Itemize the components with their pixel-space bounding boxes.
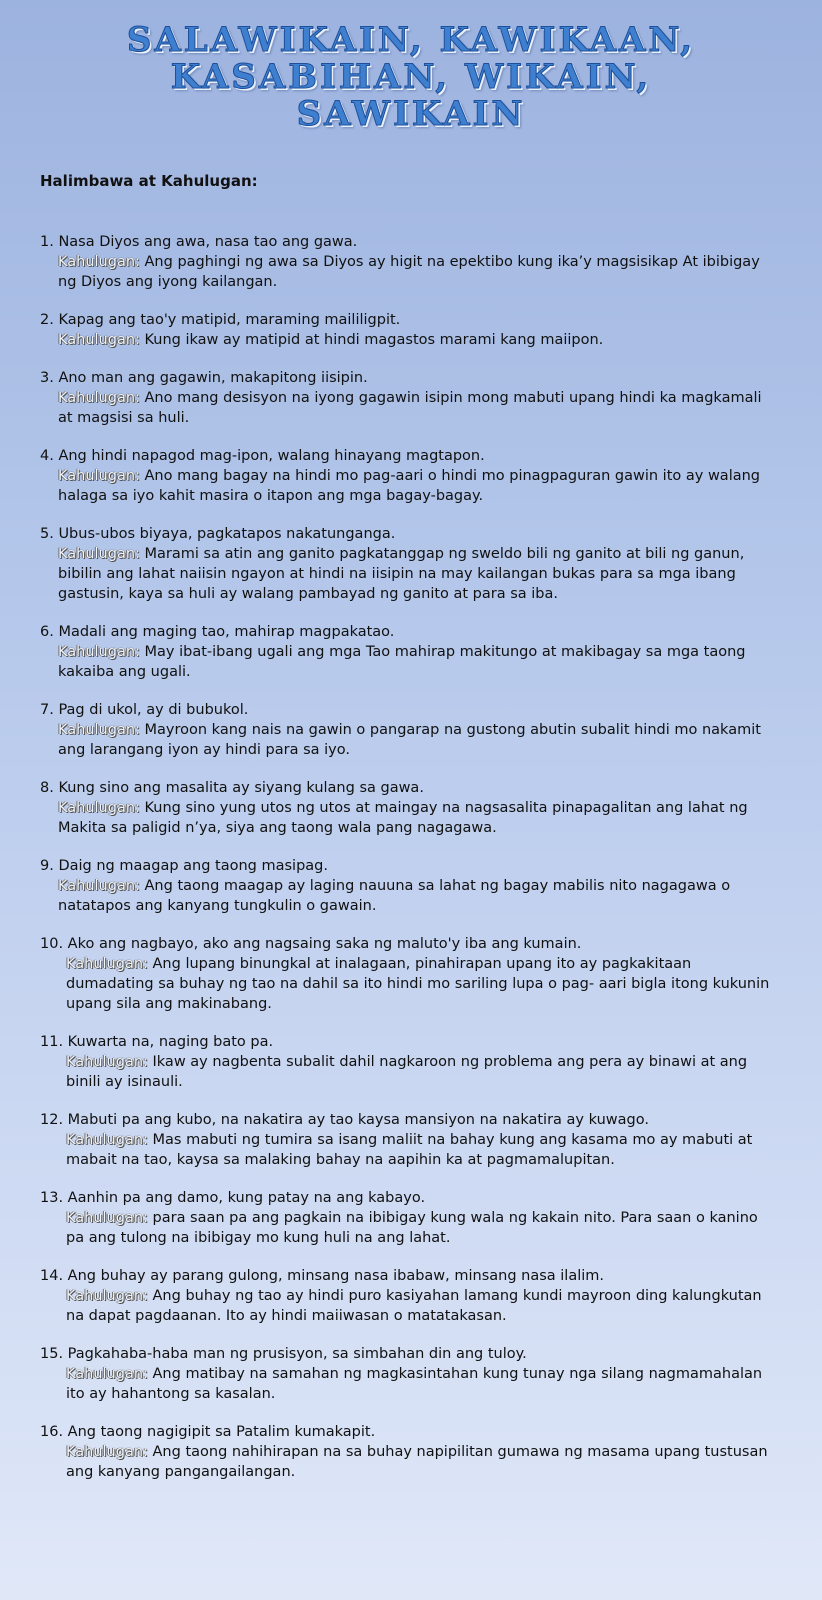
proverb-text: 11. Kuwarta na, naging bato pa. (40, 1034, 274, 1050)
meaning-text: Kung sino yung utos ng utos at maingay na nagsasalita pinapagalitan ang lahat ng Makita sa paligid n’ya, siya ang taong wala pang nagagawa. (58, 800, 748, 836)
meaning-label: Kahulugan: (58, 546, 140, 562)
proverb-meaning (40, 1052, 780, 1092)
page-title (0, 22, 822, 133)
title-line-2: KASABIHAN, WIKAIN, (170, 57, 652, 97)
meaning-label: Kahulugan: (66, 956, 148, 972)
proverb-entry (40, 778, 780, 838)
meaning-text: Mas mabuti ng tumira sa isang maliit na bahay kung ang kasama mo ay mabuti at mabait na tao, kaysa sa malaking bahay na aapihin ka at pagmamalupitan. (66, 1132, 753, 1168)
proverb-meaning (40, 330, 780, 350)
proverb-meaning (40, 1208, 780, 1248)
meaning-label: Kahulugan: (58, 722, 140, 738)
meaning-label: Kahulugan: (58, 332, 140, 348)
proverb-text: 4. Ang hindi napagod mag-ipon, walang hinayang magtapon. (40, 448, 485, 464)
proverb-entry (40, 1266, 780, 1326)
proverb-meaning (40, 252, 780, 292)
proverb-meaning (40, 466, 780, 506)
meaning-label: Kahulugan: (66, 1288, 148, 1304)
proverb-text: 1. Nasa Diyos ang awa, nasa tao ang gawa. (40, 234, 358, 250)
proverb-meaning (40, 954, 780, 1014)
proverb-entry (40, 524, 780, 604)
proverb-entry (40, 1422, 780, 1482)
meaning-text: Ang paghingi ng awa sa Diyos ay higit na epektibo kung ika’y magsisikap At ibibigay ng Diyos ang iyong kailangan. (58, 254, 760, 290)
proverb-text: 16. Ang taong nagigipit sa Patalim kumakapit. (40, 1424, 376, 1440)
title-line-3: SAWIKAIN (296, 94, 526, 134)
meaning-label: Kahulugan: (58, 800, 140, 816)
meaning-text: Ang lupang binungkal at inalagaan, pinahirapan upang ito ay pagkakitaan dumadating sa buhay ng tao na dahil sa ito hindi mo sariling lupa o pag- aari bigla itong kukunin upang sila ang makinabang. (66, 956, 770, 1012)
proverb-meaning (40, 1130, 780, 1170)
meaning-label: Kahulugan: (58, 390, 140, 406)
proverb-entry (40, 622, 780, 682)
proverb-meaning (40, 1286, 780, 1326)
proverb-text: 15. Pagkahaba-haba man ng prusisyon, sa simbahan din ang tuloy. (40, 1346, 527, 1362)
proverb-entry (40, 446, 780, 506)
proverb-text: 6. Madali ang maging tao, mahirap magpakatao. (40, 624, 395, 640)
proverb-entry (40, 1188, 780, 1248)
proverb-entry (40, 1032, 780, 1092)
proverb-meaning (40, 388, 780, 428)
title-line-1: SALAWIKAIN, KAWIKAAN, (126, 20, 696, 60)
proverb-text: 2. Kapag ang tao'y matipid, maraming maililigpit. (40, 312, 401, 328)
meaning-text: Ang taong maagap ay laging nauuna sa lahat ng bagay mabilis nito nagagawa o natatapos ang kanyang tungkulin o gawain. (58, 878, 731, 914)
proverb-text: 7. Pag di ukol, ay di bubukol. (40, 702, 249, 718)
meaning-label: Kahulugan: (58, 644, 140, 660)
proverb-entry (40, 1344, 780, 1404)
meaning-label: Kahulugan: (66, 1366, 148, 1382)
meaning-label: Kahulugan: (66, 1210, 148, 1226)
proverb-text: 13. Aanhin pa ang damo, kung patay na ang kabayo. (40, 1190, 426, 1206)
proverb-text: 12. Mabuti pa ang kubo, na nakatira ay tao kaysa mansiyon na nakatira ay kuwago. (40, 1112, 649, 1128)
proverb-text: 10. Ako ang nagbayo, ako ang nagsaing saka ng maluto'y iba ang kumain. (40, 936, 582, 952)
proverb-text: 3. Ano man ang gagawin, makapitong iisipin. (40, 370, 368, 386)
meaning-text: Ang taong nahihirapan na sa buhay napipilitan gumawa ng masama upang tustusan ang kanyang pangangailangan. (66, 1444, 768, 1480)
meaning-text: Kung ikaw ay matipid at hindi magastos marami kang maiipon. (144, 332, 604, 348)
meaning-text: May ibat-ibang ugali ang mga Tao mahirap makitungo at makibagay sa mga taong kakaiba ang ugali. (58, 644, 746, 680)
proverb-entry (40, 368, 780, 428)
proverb-meaning (40, 1364, 780, 1404)
proverb-meaning (40, 544, 780, 604)
proverb-text: 14. Ang buhay ay parang gulong, minsang nasa ibabaw, minsang nasa ilalim. (40, 1268, 605, 1284)
proverb-entry (40, 1110, 780, 1170)
meaning-label: Kahulugan: (66, 1444, 148, 1460)
proverb-entry (40, 700, 780, 760)
meaning-label: Kahulugan: (58, 468, 140, 484)
proverb-meaning (40, 642, 780, 682)
meaning-label: Kahulugan: (66, 1132, 148, 1148)
proverb-text: 5. Ubus-ubos biyaya, pagkatapos nakatunganga. (40, 526, 396, 542)
proverb-meaning (40, 876, 780, 916)
proverb-text: 9. Daig ng maagap ang taong masipag. (40, 858, 328, 874)
meaning-text: Mayroon kang nais na gawin o pangarap na gustong abutin subalit hindi mo nakamit ang larangang iyon ay hindi para sa iyo. (58, 722, 761, 758)
meaning-label: Kahulugan: (66, 1054, 148, 1070)
proverb-meaning (40, 798, 780, 838)
meaning-text: Ang buhay ng tao ay hindi puro kasiyahan lamang kundi mayroon ding kalungkutan na dapat pagdaanan. Ito ay hindi maiiwasan o matatakasan. (66, 1288, 762, 1324)
meaning-text: Ang matibay na samahan ng magkasintahan kung tunay nga silang nagmamahalan ito ay hahantong sa kasalan. (66, 1366, 763, 1402)
proverb-entry (40, 232, 780, 292)
section-heading: Halimbawa at Kahulugan: (40, 172, 258, 190)
proverb-meaning (40, 1442, 780, 1482)
meaning-text: Ano mang desisyon na iyong gagawin isipin mong mabuti upang hindi ka magkamali at magsisi sa huli. (58, 390, 762, 426)
meaning-text: Marami sa atin ang ganito pagkatanggap ng sweldo bili ng ganito at bili ng ganun, bibilin ang lahat naiisin ngayon at hindi na iisipin na may kailangan bukas para sa mga ibang gastusin, kaya sa huli ay walang pambayad ng ganito at para sa iba. (58, 546, 745, 602)
proverb-list (40, 232, 780, 1500)
meaning-text: Ikaw ay nagbenta subalit dahil nagkaroon ng problema ang pera ay binawi at ang binili ay isinauli. (66, 1054, 748, 1090)
meaning-text: Ano mang bagay na hindi mo pag-aari o hindi mo pinagpaguran gawin ito ay walang halaga sa iyo kahit masira o itapon ang mga bagay-bagay. (58, 468, 761, 504)
proverb-entry (40, 856, 780, 916)
proverb-entry (40, 934, 780, 1014)
proverb-entry (40, 310, 780, 350)
proverb-text: 8. Kung sino ang masalita ay siyang kulang sa gawa. (40, 780, 424, 796)
meaning-label: Kahulugan: (58, 878, 140, 894)
meaning-text: para saan pa ang pagkain na ibibigay kung wala ng kakain nito. Para saan o kanino pa ang tulong na ibibigay mo kung huli na ang lahat. (66, 1210, 758, 1246)
meaning-label: Kahulugan: (58, 254, 140, 270)
proverb-meaning (40, 720, 780, 760)
